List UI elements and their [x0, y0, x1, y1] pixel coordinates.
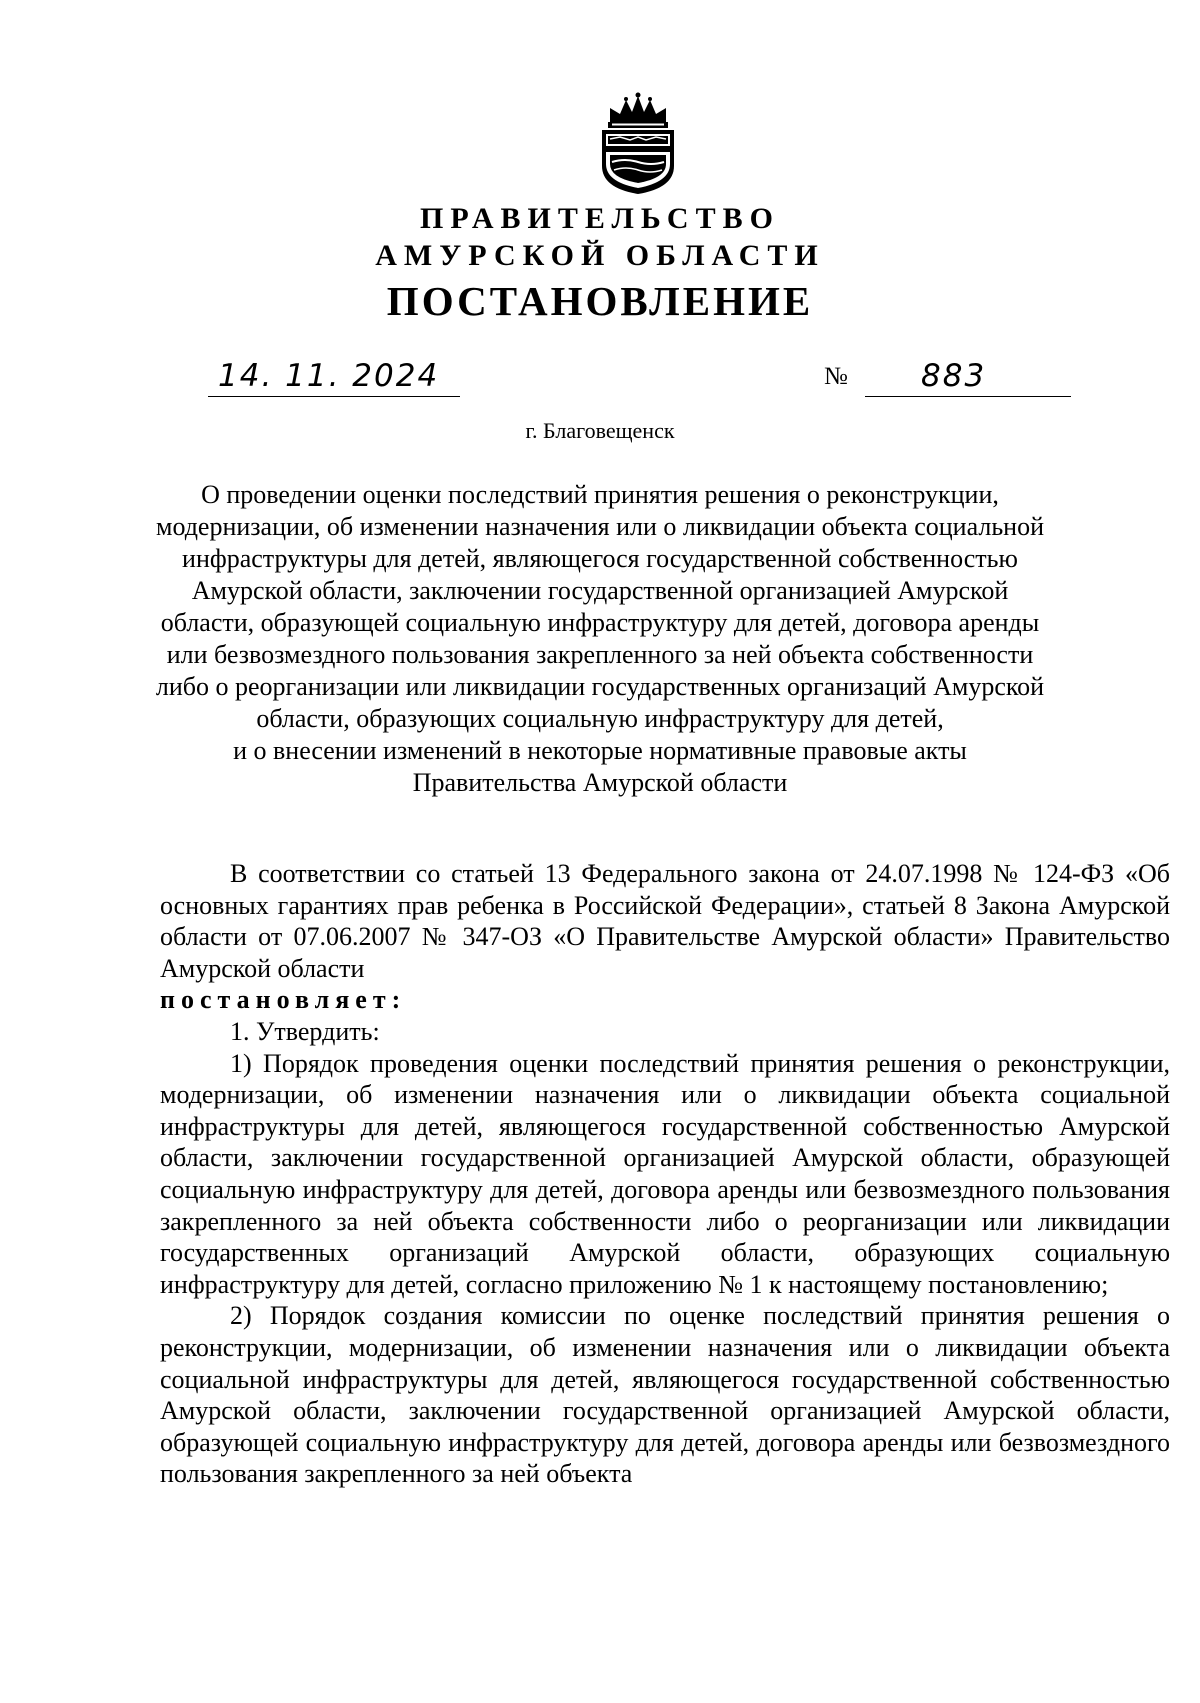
subitem-1-paragraph: 1) Порядок проведения оценки последствий принятия решения о реконструкции, модернизации, об изменении назначения или о ликвидации объекта социальной инфраструктуры для детей, являющегося государственной собственностью Амурской области, заключении государственной организацией Амурской области, образующей социальную инфраструктуру для детей, договора аренды или безвозмездного пользования закрепленного за ней объекта собственности либо о реорганизации или ликвидации государственных организаций Амурской области, образующих социальную инфраструктуру для детей, согласно приложению № 1 к настоящему постановлению;: [160, 1048, 1170, 1299]
item-1-paragraph: 1. Утвердить:: [230, 1016, 380, 1046]
document-title: [0, 479, 1200, 799]
document-number-field: [865, 358, 1071, 397]
title-line: Правительства Амурской области: [412, 768, 788, 797]
title-line: области, образующих социальную инфраструктуру для детей,: [256, 704, 944, 733]
organization-name-line1: ПРАВИТЕЛЬСТВО: [420, 202, 780, 235]
document-type-heading: ПОСТАНОВЛЕНИЕ: [386, 278, 814, 324]
city-name: г. Благовещенск: [525, 418, 675, 443]
title-line: О проведении оценки последствий принятия решения о реконструкции,: [201, 480, 999, 509]
title-line: Амурской области, заключении государственной организацией Амурской: [191, 576, 1009, 605]
title-line: области, образующей социальную инфраструктуру для детей, договора аренды: [160, 608, 1040, 637]
document-body: [160, 858, 1170, 1490]
decree-word: постановляет:: [160, 985, 407, 1015]
title-line: или безвозмездного пользования закрепленного за ней объекта собственности: [166, 640, 1034, 669]
document-date-field: [208, 358, 460, 397]
document-date: 14. 11. 2024: [218, 358, 440, 394]
number-label: №: [824, 363, 848, 390]
preamble-paragraph: В соответствии со статьей 13 Федерального закона от 24.07.1998 № 124-ФЗ «Об основных гарантиях прав ребенка в Российской Федерации», статьей 8 Закона Амурской области от 07.06.2007 № 347-ОЗ «О Правительстве Амурской области» Правительство Амурской области: [160, 859, 1170, 983]
title-line: модернизации, об изменении назначения или о ликвидации объекта социальной: [155, 512, 1045, 541]
title-line: и о внесении изменений в некоторые нормативные правовые акты: [233, 736, 967, 765]
title-line: либо о реорганизации или ликвидации государственных организаций Амурской: [155, 672, 1045, 701]
organization-name-line2: АМУРСКОЙ ОБЛАСТИ: [375, 239, 825, 272]
document-number: 883: [921, 358, 987, 394]
title-line: инфраструктуры для детей, являющегося государственной собственностью: [182, 544, 1018, 573]
coat-of-arms-emblem: [596, 92, 680, 196]
subitem-2-paragraph: 2) Порядок создания комиссии по оценке последствий принятия решения о реконструкции, модернизации, об изменении назначения или о ликвидации объекта социальной инфраструктуры для детей, являющегося государственной собственностью Амурской области, заключении государственной организацией Амурской области, образующей социальную инфраструктуру для детей, договора аренды или безвозмездного пользования закрепленного за ней объекта: [160, 1301, 1170, 1489]
